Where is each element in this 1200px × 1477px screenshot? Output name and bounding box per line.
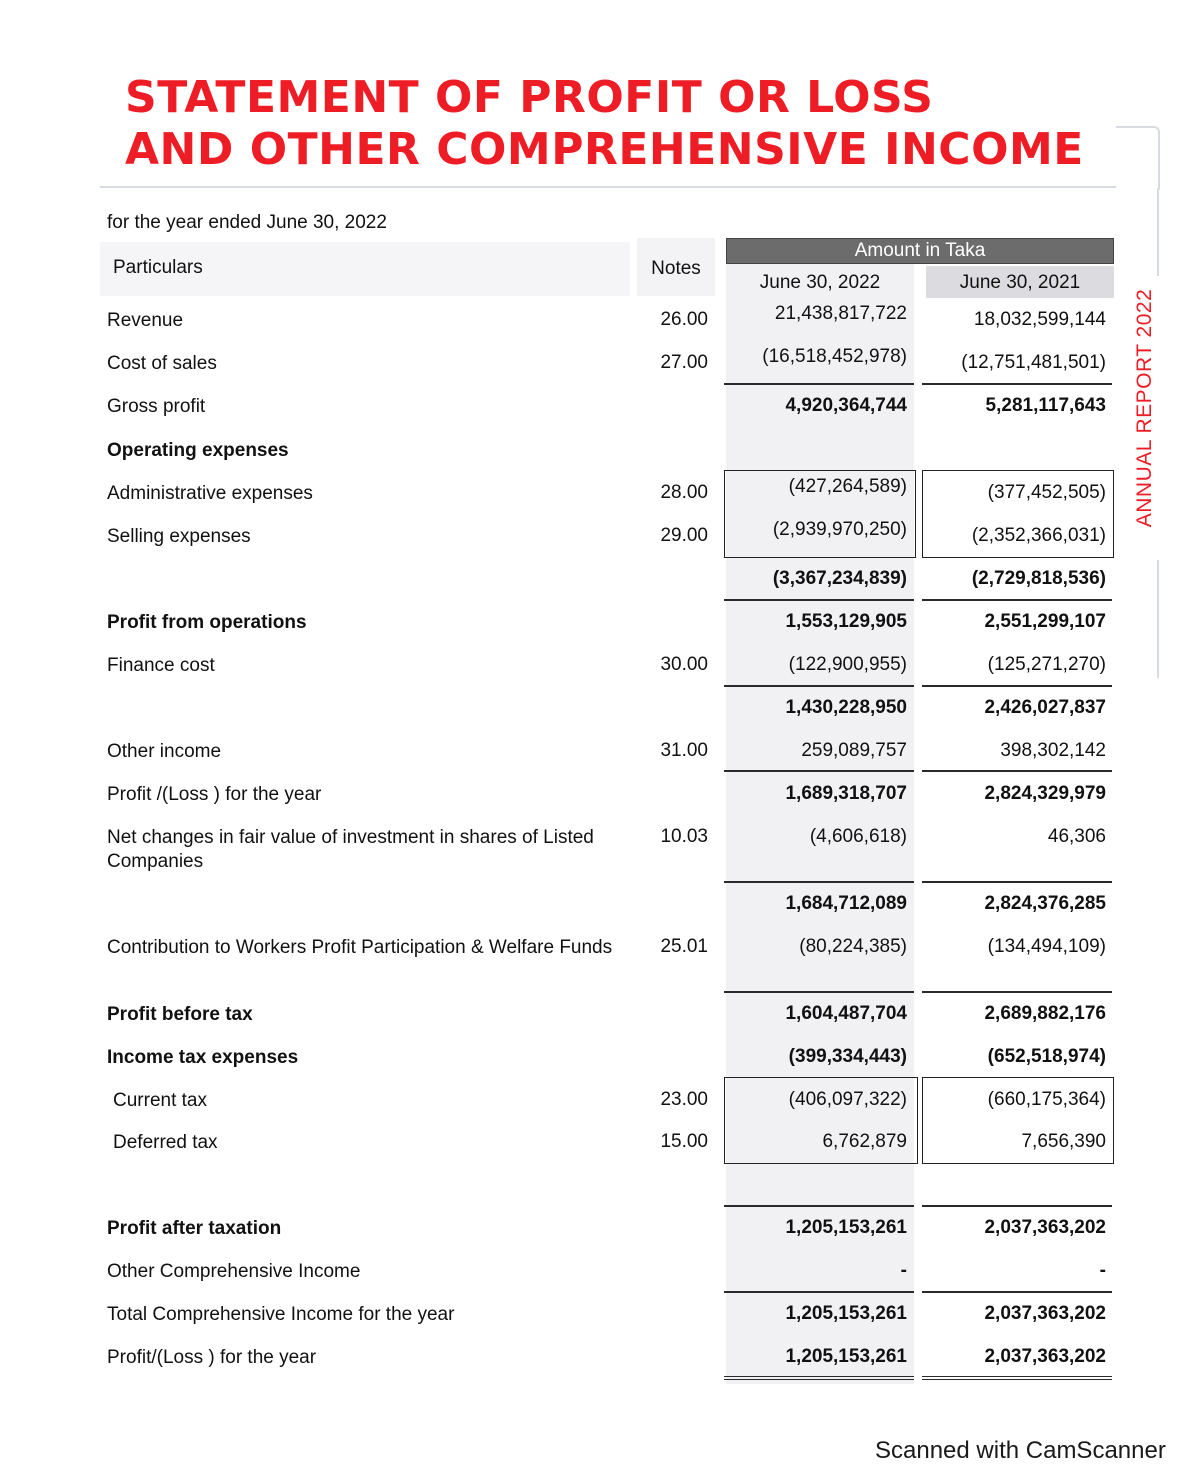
- value-2021: 398,302,142: [1000, 740, 1106, 761]
- row-label: Gross profit: [107, 396, 206, 417]
- notes-header: [637, 238, 715, 296]
- value-2022: (3,367,234,839): [772, 568, 907, 589]
- value-2021: 2,689,882,176: [984, 1003, 1106, 1024]
- value-2022: 1,689,318,707: [785, 783, 907, 804]
- subtotal-rule: [724, 881, 914, 883]
- row-label: Other Comprehensive Income: [107, 1261, 361, 1282]
- subtotal-rule: [724, 685, 914, 687]
- subtotal-rule: [922, 383, 1112, 385]
- annual-report-label: ANNUAL REPORT 2022: [1133, 288, 1156, 528]
- value-2021: 2,037,363,202: [984, 1346, 1106, 1367]
- grand-total-double-rule: [724, 1376, 914, 1380]
- value-2022: (406,097,322): [788, 1089, 907, 1110]
- value-2022: 21,438,817,722: [774, 303, 907, 324]
- value-2022: (122,900,955): [788, 654, 907, 675]
- subtotal-rule: [922, 881, 1112, 883]
- period-subtitle: for the year ended June 30, 2022: [107, 212, 387, 233]
- value-2021: 46,306: [1047, 826, 1106, 847]
- row-label: Total Comprehensive Income for the year: [107, 1304, 455, 1325]
- row-note: 31.00: [660, 740, 708, 761]
- value-2022: 259,089,757: [801, 740, 907, 761]
- subtotal-rule: [724, 991, 914, 993]
- amount-in-taka-header: Amount in Taka: [726, 238, 1114, 264]
- row-note: 27.00: [660, 352, 708, 373]
- value-2021: 2,551,299,107: [984, 611, 1106, 632]
- row-note: 10.03: [660, 826, 708, 847]
- value-2022: (427,264,589): [788, 476, 907, 497]
- value-2021: 2,824,329,979: [984, 783, 1106, 804]
- row-label: Contribution to Workers Profit Participation & Welfare Funds: [107, 937, 613, 958]
- value-2021: 18,032,599,144: [973, 309, 1106, 330]
- row-label: Other income: [107, 741, 222, 762]
- value-2022: 1,205,153,261: [785, 1303, 907, 1324]
- value-2022: (80,224,385): [799, 936, 907, 957]
- subtotal-rule: [724, 383, 914, 385]
- subtotal-rule: [922, 991, 1112, 993]
- row-label: Deferred tax: [113, 1132, 218, 1153]
- row-note: 15.00: [660, 1131, 708, 1152]
- row-note: 25.01: [660, 936, 708, 957]
- value-2021: 2,037,363,202: [984, 1303, 1106, 1324]
- subtotal-rule: [724, 1205, 914, 1207]
- value-2022: 6,762,879: [822, 1131, 907, 1152]
- row-label: Profit before tax: [107, 1004, 253, 1025]
- value-2021: -: [1099, 1260, 1106, 1281]
- particulars-header-label: Particulars: [113, 257, 203, 278]
- section-heading: Operating expenses: [107, 440, 289, 461]
- row-label: Profit after taxation: [107, 1218, 282, 1239]
- subtotal-rule: [922, 685, 1112, 687]
- value-2021: (652,518,974): [987, 1046, 1106, 1067]
- row-label: Cost of sales: [107, 353, 217, 374]
- particulars-header: [100, 242, 630, 296]
- value-2021: 2,824,376,285: [984, 893, 1106, 914]
- year-2022-header: June 30, 2022: [759, 272, 881, 293]
- value-2022: -: [900, 1260, 907, 1281]
- corner-bracket: [1116, 126, 1160, 190]
- value-2021: 2,426,027,837: [984, 697, 1106, 718]
- subtotal-rule: [724, 599, 914, 601]
- row-note: 30.00: [660, 654, 708, 675]
- value-2021: (660,175,364): [987, 1089, 1106, 1110]
- row-label: Profit/(Loss ) for the year: [107, 1347, 317, 1368]
- value-2022: (2,939,970,250): [772, 519, 907, 540]
- value-2022: (4,606,618): [809, 826, 907, 847]
- value-2022: 1,553,129,905: [785, 611, 907, 632]
- value-2022: (399,334,443): [788, 1046, 907, 1067]
- subtotal-rule: [922, 770, 1112, 772]
- value-2022: 4,920,364,744: [785, 395, 907, 416]
- value-2022: 1,684,712,089: [785, 893, 907, 914]
- subtotal-rule: [724, 770, 914, 772]
- row-note: 26.00: [660, 309, 708, 330]
- side-divider-top: [1157, 188, 1159, 276]
- subtotal-rule: [922, 599, 1112, 601]
- value-2021: (2,729,818,536): [971, 568, 1106, 589]
- row-label: Profit from operations: [107, 612, 307, 633]
- camscanner-watermark: Scanned with CamScanner: [875, 1437, 1166, 1464]
- value-2022: 1,430,228,950: [785, 697, 907, 718]
- value-2022: 1,205,153,261: [785, 1217, 907, 1238]
- subtotal-rule: [724, 1291, 914, 1293]
- statement-title-line2: AND OTHER COMPREHENSIVE INCOME: [125, 124, 1084, 175]
- subtotal-rule: [922, 1291, 1112, 1293]
- value-2021: (134,494,109): [987, 936, 1106, 957]
- value-2021: 7,656,390: [1021, 1131, 1106, 1152]
- row-label: Income tax expenses: [107, 1047, 299, 1068]
- row-label: Selling expenses: [107, 526, 251, 547]
- row-label: Net changes in fair value of investment in shares of Listed Companies: [107, 827, 594, 872]
- row-note: 23.00: [660, 1089, 708, 1110]
- row-note: 28.00: [660, 482, 708, 503]
- row-label: Finance cost: [107, 655, 215, 676]
- notes-header-label: Notes: [651, 258, 701, 279]
- grand-total-double-rule: [922, 1376, 1112, 1380]
- row-label: Administrative expenses: [107, 483, 313, 504]
- current-year-column-shade: [726, 264, 914, 1384]
- statement-title: [125, 72, 1084, 176]
- side-divider-bottom: [1157, 560, 1159, 678]
- value-2021: (125,271,270): [987, 654, 1106, 675]
- value-2022: (16,518,452,978): [762, 346, 907, 367]
- value-2021: 2,037,363,202: [984, 1217, 1106, 1238]
- year-2021-header: June 30, 2021: [959, 272, 1081, 293]
- value-2021: 5,281,117,643: [985, 395, 1106, 416]
- value-2021: (2,352,366,031): [971, 525, 1106, 546]
- subtotal-rule: [922, 1205, 1112, 1207]
- row-note: 29.00: [660, 525, 708, 546]
- row-label: Revenue: [107, 310, 184, 331]
- value-2021: (377,452,505): [987, 482, 1106, 503]
- row-label: Profit /(Loss ) for the year: [107, 784, 322, 805]
- value-2021: (12,751,481,501): [961, 352, 1106, 373]
- value-2022: 1,205,153,261: [785, 1346, 907, 1367]
- row-label: Current tax: [113, 1090, 207, 1111]
- statement-title-line1: STATEMENT OF PROFIT OR LOSS: [125, 72, 934, 123]
- title-divider: [100, 186, 1116, 188]
- value-2022: 1,604,487,704: [785, 1003, 907, 1024]
